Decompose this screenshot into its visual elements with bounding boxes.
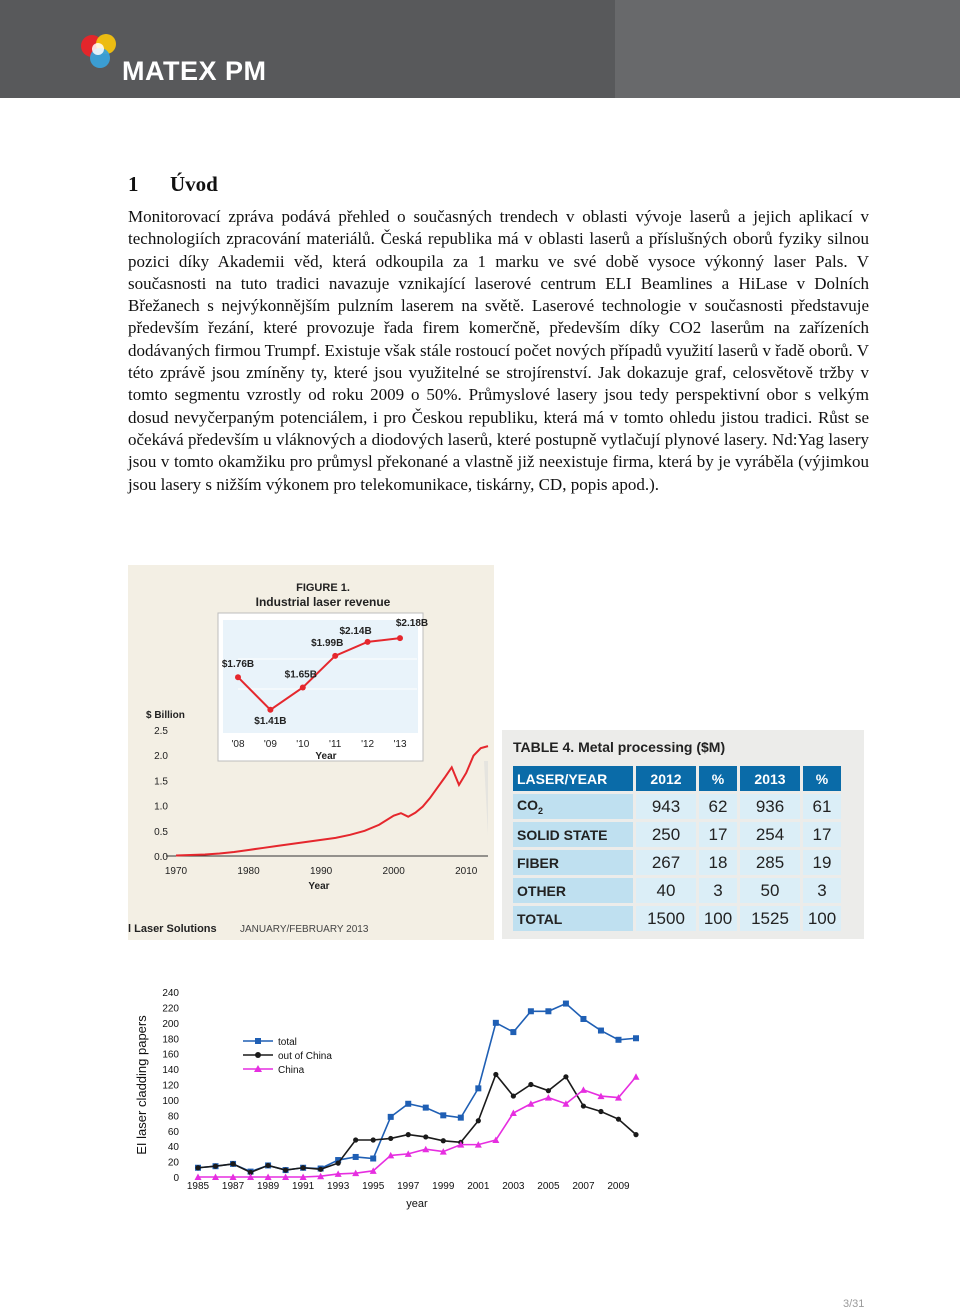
x-tick-label: 1989 [256, 1181, 280, 1192]
y-tick-label: 200 [162, 1018, 179, 1030]
table4-header-cell: 2013 [740, 766, 800, 791]
y-tick-label: 0 [173, 1173, 179, 1184]
inset-data-label: $2.18B [395, 618, 429, 630]
page-number: 3/31 [843, 1298, 865, 1310]
inset-data-label: $1.76B [221, 659, 255, 671]
y-tick-label: 2.5 [154, 726, 168, 737]
table-metal-processing [502, 730, 864, 939]
data-point [493, 1020, 499, 1026]
y-tick-label: 80 [167, 1111, 179, 1123]
y-tick-label: 120 [162, 1080, 179, 1092]
row-label: OTHER [513, 878, 633, 903]
row-label: $CO_2$ [513, 794, 633, 819]
table-cell: 19 [803, 850, 841, 875]
table-cell: 100 [699, 906, 737, 931]
inset-x-tick-label: '08 [231, 739, 245, 750]
table-row [513, 794, 841, 819]
data-point [440, 1112, 446, 1118]
x-tick-label: 1990 [309, 866, 333, 877]
y-axis-label: EI laser cladding papers [134, 1015, 149, 1155]
intro-paragraph: Monitorovací zpráva podává přehled o současných trendech v oblasti vývoje laserů a jejich aplikací v technologiích zpracování materiálů. Česká republika má v oblasti laserů a příslušných oborů fyziky silnou pozici díky Akademii věd, která odkoupila za 1 marku ve své době vysoce výkonný laser Pals. V současnosti na tuto tradici navazuje vznikající laserové centrum ELI Beamlines a HiLase v Dolních Břežanech s nejvýkonnějším pulzním laserem na světě. Laserové technologie v současnosti představuje především řezání, které provozuje řada firem komerčně, především díky CO2 laserům na zařízeních dodávaných firmou Trumpf. Existuje však stále rostoucí počet nových případů využití laserů v řadě oborů. V této zprávě jsou zmíněny ty, které jsou využitelné se strojírenství. Jak dokazuje graf, celosvětově tržby v tomto segmentu vzrostly od roku 2009 o 50%. Průmyslové lasery jsou tedy perspektivní obor s velkým dosud nevyčerpaným potenciálem, i pro Českou republiku, která má v tomto ohledu jistou tradici. Růst se očekává především u vláknových a diodových laserů, které postupně vytlačují plynové lasery. Nd:Yag lasery jsou v tomto okamžiku pro průmysl překonané a vlastně již neexistuje firma, která by je vyráběla (výjimkou jsou lasery s nižším výkonem pro telekomunikace, tiskárny, CD, popis apod.). [128, 207, 869, 494]
data-point [580, 1016, 586, 1022]
data-point [545, 1094, 552, 1101]
header-bar [0, 0, 960, 98]
x-tick-label: 2005 [537, 1181, 560, 1192]
data-point [475, 1085, 481, 1091]
inset-data-point [235, 674, 241, 680]
data-point [283, 1167, 288, 1172]
data-point [545, 1008, 551, 1014]
legend [243, 1037, 332, 1076]
inset-data-label: $1.65B [284, 669, 317, 681]
table-cell: 1525 [740, 906, 800, 931]
footer-brand: l Laser Solutions [128, 923, 217, 935]
y-tick-label: 40 [167, 1142, 179, 1154]
data-point [493, 1072, 498, 1077]
inset-data-point [300, 684, 306, 690]
y-tick-label: 2.0 [154, 751, 168, 763]
table4-title: TABLE 4. Metal processing ($M) [513, 739, 726, 755]
inset-data-label: $1.41B [254, 715, 287, 727]
x-tick-label: 1995 [362, 1181, 385, 1192]
data-point [388, 1114, 394, 1120]
x-tick-label: 2003 [502, 1181, 525, 1192]
data-point [423, 1134, 428, 1139]
data-point [353, 1137, 358, 1142]
table-cell: 943 [636, 794, 696, 819]
data-point [633, 1073, 640, 1080]
data-point [580, 1086, 587, 1093]
data-point [633, 1132, 638, 1137]
table-cell: 50 [740, 878, 800, 903]
data-point [510, 1110, 517, 1117]
main-x-axis-label: Year [308, 881, 330, 892]
data-point [546, 1088, 551, 1093]
data-point [423, 1105, 429, 1111]
y-tick-label: 0.0 [154, 852, 168, 863]
data-point [476, 1118, 481, 1123]
x-tick-label: 1999 [432, 1181, 455, 1192]
figure1-title: Industrial laser revenue [255, 595, 391, 609]
x-tick-label: 1991 [291, 1181, 315, 1192]
x-tick-label: 1987 [221, 1181, 245, 1192]
data-point [405, 1101, 411, 1107]
section-number: 1 [128, 172, 139, 196]
table-row [513, 906, 841, 931]
series-line [198, 1074, 636, 1172]
table-cell: 17 [803, 822, 841, 847]
table-cell: 40 [636, 878, 696, 903]
y-tick-label: 0.5 [154, 826, 168, 838]
data-point [528, 1008, 534, 1014]
data-point [441, 1138, 446, 1143]
y-tick-label: 20 [167, 1157, 179, 1169]
y-tick-label: 160 [162, 1049, 179, 1061]
row-label: SOLID STATE [513, 822, 633, 847]
y-tick-label: 140 [162, 1065, 179, 1077]
inset-data-point [267, 707, 273, 713]
table4-header-cell: % [803, 766, 841, 791]
matex-logo [78, 30, 318, 85]
table4-header-cell: 2012 [636, 766, 696, 791]
table-cell: 254 [740, 822, 800, 847]
table-cell: 3 [803, 878, 841, 903]
y-tick-label: 1.5 [154, 776, 168, 788]
main-y-axis-label: $ Billion [146, 710, 185, 721]
cladding-chart-svg [128, 975, 648, 1215]
data-point [370, 1156, 376, 1162]
data-point [563, 1001, 569, 1007]
table4-header-cell: % [699, 766, 737, 791]
inset-x-tick-label: '09 [263, 739, 277, 750]
data-point [318, 1167, 323, 1172]
y-tick-label: 220 [162, 1003, 179, 1015]
figure1-chart [128, 565, 494, 940]
inset-x-tick-label: '12 [361, 739, 375, 750]
y-tick-label: 240 [162, 988, 179, 999]
data-point [511, 1093, 516, 1098]
table-row [513, 850, 841, 875]
header-bar-accent [615, 0, 960, 98]
data-point [336, 1161, 341, 1166]
table4-header-cell: LASER/YEAR [513, 766, 633, 791]
table-cell: 62 [699, 794, 737, 819]
series-out-of-china [195, 1072, 638, 1175]
table-cell: 18 [699, 850, 737, 875]
x-tick-label: 2001 [467, 1181, 490, 1192]
data-point [598, 1109, 603, 1114]
table-cell: 61 [803, 794, 841, 819]
data-point [301, 1165, 306, 1170]
logo-text: MATEX PM [122, 56, 267, 86]
inset-data-point [397, 635, 403, 641]
table-cell: 267 [636, 850, 696, 875]
table4-grid [510, 763, 844, 934]
x-axis-label: year [406, 1198, 428, 1210]
legend-entry: out of China [278, 1051, 332, 1062]
legend-entry: China [278, 1065, 305, 1076]
series-line [198, 1004, 636, 1172]
table-cell: 936 [740, 794, 800, 819]
data-point [458, 1115, 464, 1121]
figure-industrial-laser-revenue [128, 565, 494, 940]
x-tick-label: 1970 [164, 866, 188, 877]
y-tick-label: 60 [167, 1126, 179, 1138]
section-title: Úvod [170, 172, 218, 196]
inset-data-point [332, 653, 338, 659]
x-tick-label: 1985 [186, 1181, 210, 1192]
x-tick-label: 1980 [237, 866, 260, 877]
footer-date: JANUARY/FEBRUARY 2013 [240, 924, 369, 935]
table-cell: 100 [803, 906, 841, 931]
x-tick-label: 2010 [455, 866, 478, 877]
data-point [406, 1132, 411, 1137]
data-point [616, 1117, 621, 1122]
data-point [581, 1103, 586, 1108]
data-point [230, 1161, 235, 1166]
inset-data-label: $1.99B [311, 637, 344, 649]
data-point [563, 1074, 568, 1079]
data-point [615, 1037, 621, 1043]
y-tick-label: 1.0 [154, 801, 168, 813]
inset-x-axis-label: Year [315, 751, 337, 762]
table-cell: 1500 [636, 906, 696, 931]
row-label: TOTAL [513, 906, 633, 931]
series-line [198, 1077, 636, 1177]
data-point [510, 1029, 516, 1035]
table4-header-row [513, 766, 841, 791]
data-point [598, 1028, 604, 1034]
x-tick-label: 2007 [572, 1181, 595, 1192]
x-tick-label: 2009 [607, 1181, 630, 1192]
x-tick-label: 1997 [397, 1181, 420, 1192]
chart-laser-cladding-papers [128, 975, 648, 1215]
data-point [265, 1163, 270, 1168]
data-point [353, 1154, 359, 1160]
x-tick-label: 1993 [327, 1181, 350, 1192]
legend-entry: total [278, 1037, 297, 1048]
revenue-series-line [176, 746, 488, 855]
table-row [513, 878, 841, 903]
figure1-label: FIGURE 1. [296, 582, 350, 594]
inset-x-tick-label: '11 [329, 739, 342, 750]
table-cell: 285 [740, 850, 800, 875]
data-point [388, 1136, 393, 1141]
y-tick-label: 180 [162, 1034, 179, 1046]
table-cell: 3 [699, 878, 737, 903]
inset-data-label: $2.14B [339, 625, 372, 637]
section-heading [128, 172, 218, 197]
table-cell: 17 [699, 822, 737, 847]
table-row [513, 822, 841, 847]
y-tick-label: 100 [162, 1095, 179, 1107]
table-cell: 250 [636, 822, 696, 847]
data-point [371, 1137, 376, 1142]
data-point [528, 1082, 533, 1087]
data-point [195, 1165, 200, 1170]
inset-x-tick-label: '13 [393, 739, 407, 750]
data-point [213, 1164, 218, 1169]
inset-data-point [365, 639, 371, 645]
row-label: FIBER [513, 850, 633, 875]
inset-x-tick-label: '10 [296, 739, 310, 750]
x-tick-label: 2000 [382, 866, 405, 877]
data-point [633, 1035, 639, 1041]
